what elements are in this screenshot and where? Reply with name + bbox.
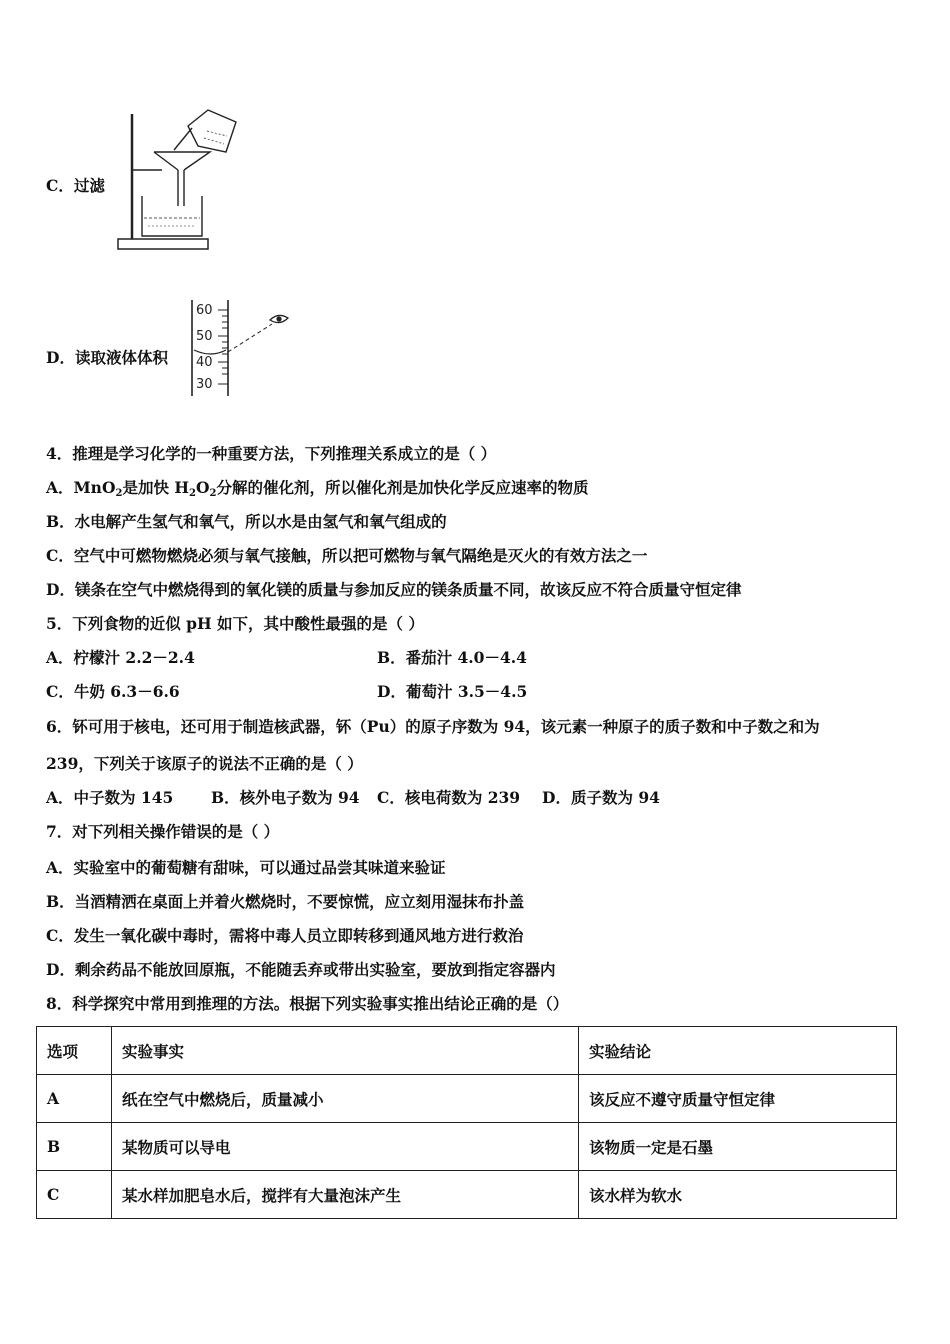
q4-option-a: A．MnO$_2$是加快 $H_2O_2$分解的催化剂，所以催化剂是加快化学反应速率的物质 (46, 478, 589, 499)
q8-table (36, 1026, 897, 1219)
option-c-label: C．过滤 (46, 176, 105, 195)
header-cell: 选项 (37, 1027, 112, 1075)
table-header-row (37, 1027, 897, 1075)
table-cell: 某水样加肥皂水后，搅拌有大量泡沫产生 (112, 1171, 579, 1219)
graduated-cylinder-figure (186, 296, 296, 398)
q7-option-a: A．实验室中的葡萄糖有甜味，可以通过品尝其味道来验证 (46, 858, 446, 877)
tick-label: 50 (196, 329, 213, 344)
table-cell: B (37, 1123, 112, 1171)
q7-option-c: C．发生一氧化碳中毒时，需将中毒人员立即转移到通风地方进行救治 (46, 926, 524, 945)
filtration-apparatus-figure (112, 106, 242, 254)
tick-label: 60 (196, 303, 213, 318)
q4-stem: 4．推理是学习化学的一种重要方法，下列推理关系成立的是（ ） (46, 444, 497, 463)
option-d-label: D．读取液体体积 (46, 348, 168, 367)
q6-option-a: A．中子数为 145 (46, 788, 174, 807)
q5-option-b: B．番茄汁 4.0－4.4 (377, 648, 527, 667)
table-row (37, 1171, 897, 1219)
header-cell: 实验结论 (579, 1027, 897, 1075)
q5-option-c: C．牛奶 6.3－6.6 (46, 682, 180, 701)
q6-option-b: B．核外电子数为 94 (211, 788, 360, 807)
q5-option-d: D．葡萄汁 3.5－4.5 (377, 682, 528, 701)
q7-option-d: D．剩余药品不能放回原瓶，不能随丢弃或带出实验室，要放到指定容器内 (46, 960, 556, 979)
table-cell: 该反应不遵守质量守恒定律 (579, 1075, 897, 1123)
table-cell: 纸在空气中燃烧后，质量减小 (112, 1075, 579, 1123)
table-row (37, 1075, 897, 1123)
table-cell: 该水样为软水 (579, 1171, 897, 1219)
q6-stem-line1: 6．钚可用于核电，还可用于制造核武器，钚（Pu）的原子序数为 94，该元素一种原子的质子数和中子数之和为 (46, 717, 820, 736)
q5-option-a: A．柠檬汁 2.2－2.4 (46, 648, 195, 667)
tick-label: 40 (196, 355, 213, 370)
q6-option-d: D．质子数为 94 (542, 788, 660, 807)
table-cell: A (37, 1075, 112, 1123)
header-cell: 实验事实 (112, 1027, 579, 1075)
q5-stem: 5．下列食物的近似 pH 如下，其中酸性最强的是（ ） (46, 614, 424, 633)
q7-stem: 7．对下列相关操作错误的是（ ） (46, 822, 280, 841)
tick-label: 30 (196, 377, 213, 392)
table-cell: C (37, 1171, 112, 1219)
q7-option-b: B．当酒精洒在桌面上并着火燃烧时，不要惊慌，应立刻用湿抹布扑盖 (46, 892, 525, 911)
q6-option-c: C．核电荷数为 239 (377, 788, 521, 807)
q4-option-d: D．镁条在空气中燃烧得到的氧化镁的质量与参加反应的镁条质量不同，故该反应不符合质量守恒定律 (46, 580, 742, 599)
eye-icon (270, 315, 288, 322)
table-row (37, 1123, 897, 1171)
table-cell: 该物质一定是石墨 (579, 1123, 897, 1171)
q4-option-c: C．空气中可燃物燃烧必须与氧气接触，所以把可燃物与氧气隔绝是灭火的有效方法之一 (46, 546, 648, 565)
table-cell: 某物质可以导电 (112, 1123, 579, 1171)
q6-stem-line2: 239，下列关于该原子的说法不正确的是（ ） (46, 754, 363, 773)
q4-option-b: B．水电解产生氢气和氧气，所以水是由氢气和氧气组成的 (46, 512, 447, 531)
q8-stem: 8．科学探究中常用到推理的方法。根据下列实验事实推出结论正确的是（） (46, 994, 569, 1013)
